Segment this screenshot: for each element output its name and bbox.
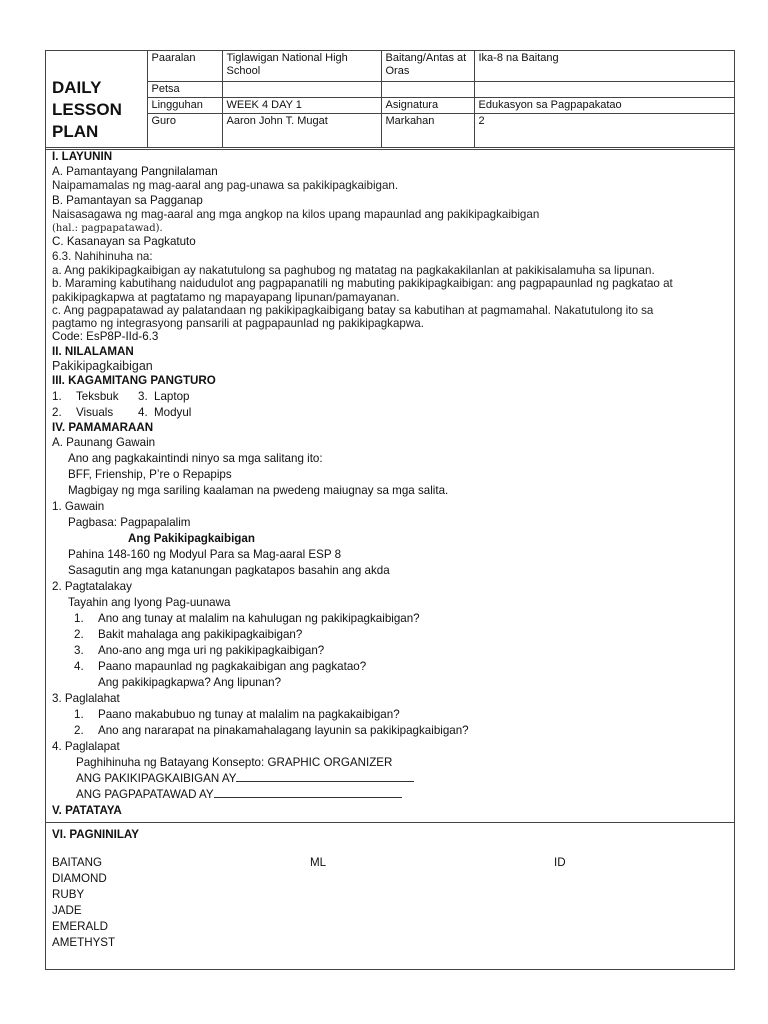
body-text: c. Ang pagpapatawad ay palatandaan ng pakikipagkaibigang batay sa kabutihan at pagmamahal. Nakatutulong ito sa <box>52 303 654 317</box>
body-text: 6.3. Nahihinuha na: <box>52 249 153 263</box>
materials-row <box>52 405 728 421</box>
section-name: EMERALD <box>52 920 109 933</box>
column-header: ID <box>554 856 566 869</box>
section-heading: I. LAYUNIN <box>52 150 113 163</box>
question-text: Ano ang nararapat na pinakamahalagang layunin sa pakikipagkaibigan? <box>98 724 469 738</box>
column-header: ML <box>310 856 327 869</box>
fill-in-blank[interactable] <box>214 787 402 798</box>
body-text: b. Maraming kabutihang naidudulot ang pagpapanatili ng mabuting pakikipagkaibigan: ang pagpapaunlad ng pagkatao at <box>52 277 673 291</box>
body-text: Magbigay ng mga sariling kaalaman na pwedeng maiugnay sa mga salita. <box>68 484 449 498</box>
body-text: a. Ang pakikipagkaibigan ay nakatutulong sa paghubog ng matatag na pagkakakilanlan at pakikisalamuha sa lipunan. <box>52 264 655 278</box>
section-name: RUBY <box>52 888 85 901</box>
list-number: 1. <box>74 708 84 722</box>
list-item <box>52 659 728 675</box>
reflection-header-row <box>52 855 728 871</box>
subsection-heading: B. Pamantayan sa Pagganap <box>52 193 203 207</box>
list-number: 1. <box>52 389 62 403</box>
body-text: Paghihinuha ng Batayang Konsepto: GRAPHIC ORGANIZER <box>76 756 393 770</box>
subsection-heading: 4. Paglalapat <box>52 740 120 754</box>
reflection-section <box>52 827 728 951</box>
question-text: Bakit mahalaga ang pakikipagkaibigan? <box>98 628 303 642</box>
title-line: PLAN <box>52 122 99 141</box>
header-label: Petsa <box>147 81 222 97</box>
list-number: 4. <box>138 405 148 419</box>
header-value: Ika-8 na Baitang <box>474 51 734 81</box>
title-line: DAILY <box>52 78 102 97</box>
list-item <box>52 611 728 627</box>
list-item <box>52 723 728 739</box>
subsection-heading: A. Pamantayang Pangnilalaman <box>52 164 218 178</box>
body-text: BFF, Frienship, P’re o Repapips <box>68 468 232 482</box>
reflection-divider <box>46 822 734 823</box>
material-item: Visuals <box>76 405 114 419</box>
subsection-heading: A. Paunang Gawain <box>52 436 156 450</box>
header-label <box>381 81 474 97</box>
section-heading: III. KAGAMITANG PANGTURO <box>52 373 216 387</box>
section-name: JADE <box>52 904 82 917</box>
question-text: Paano mapaunlad ng pagkakaibigan ang pagkatao? <box>98 660 367 674</box>
section-heading: V. PATATAYA <box>52 804 122 818</box>
list-item <box>52 627 728 643</box>
body-text: pakikipagkapwa at pagtatamo ng mapayapang lipunan/pamayanan. <box>52 290 400 304</box>
header-label: Baitang/Antas at Oras <box>381 51 474 81</box>
list-number: 2. <box>52 405 62 419</box>
reading-title: Ang Pakikipagkaibigan <box>128 532 255 546</box>
header-value: WEEK 4 DAY 1 <box>222 97 381 113</box>
section-name: DIAMOND <box>52 872 107 885</box>
body-text: Naisasagawa ng mag-aaral ang mga angkop na kilos upang mapaunlad ang pakikipagkaibigan <box>52 208 540 222</box>
question-text: Paano makabubuo ng tunay at malalim na pagkakaibigan? <box>98 708 400 722</box>
list-number: 4. <box>74 660 84 674</box>
header-value: Aaron John T. Mugat <box>222 113 381 147</box>
spacer <box>52 843 728 855</box>
body-note: (hal.: pagpapatawad). <box>52 222 163 234</box>
body-text: Naipamamalas ng mag-aaral ang pag-unawa sa pakikipagkaibigan. <box>52 179 399 193</box>
subsection-heading: C. Kasanayan sa Pagkatuto <box>52 234 196 248</box>
body-text: Tayahin ang Iyong Pag-uunawa <box>68 596 231 610</box>
list-number: 2. <box>74 628 84 642</box>
list-item <box>52 707 728 723</box>
materials-row <box>52 389 728 405</box>
section-heading: IV. PAMAMARAAN <box>52 420 154 434</box>
list-number: 3. <box>138 389 148 403</box>
header-label: Lingguhan <box>147 97 222 113</box>
header-label: Asignatura <box>381 97 474 113</box>
header-value <box>222 81 381 97</box>
subsection-heading: 2. Pagtatalakay <box>52 580 132 594</box>
material-item: Teksbuk <box>76 389 119 403</box>
section-heading: II. NILALAMAN <box>52 344 134 358</box>
list-item <box>52 643 728 659</box>
fill-in-line <box>52 771 728 787</box>
question-text: Ang pakikipagkapwa? Ang lipunan? <box>98 676 282 690</box>
topic-text: Pakikipagkaibigan <box>52 359 153 374</box>
header-label: Paaralan <box>147 51 222 81</box>
material-item: Modyul <box>154 405 192 419</box>
column-header: BAITANG <box>52 856 103 869</box>
subsection-heading: 3. Paglalahat <box>52 692 120 706</box>
fill-in-label: ANG PAGPAPATAWAD AY <box>76 788 214 802</box>
title-line: LESSON <box>52 100 122 119</box>
header-value: Edukasyon sa Pagpapakatao <box>474 97 734 113</box>
competency-code: Code: EsP8P-IId-6.3 <box>52 330 159 344</box>
body-text: Pagbasa: Pagpapalalim <box>68 516 191 530</box>
header-value: 2 <box>474 113 734 147</box>
list-number: 2. <box>74 724 84 738</box>
list-number: 3. <box>74 644 84 658</box>
lesson-body <box>52 150 728 819</box>
material-item: Laptop <box>154 389 190 403</box>
list-number: 1. <box>74 612 84 626</box>
body-text: Ano ang pagkakaintindi ninyo sa mga salitang ito: <box>68 452 323 466</box>
header-label: Markahan <box>381 113 474 147</box>
header-table <box>46 51 734 148</box>
header-value: Tiglawigan National High School <box>222 51 381 81</box>
subsection-heading: 1. Gawain <box>52 500 105 514</box>
body-text: Sasagutin ang mga katanungan pagkatapos basahin ang akda <box>68 564 390 578</box>
header-label: Guro <box>147 113 222 147</box>
header-value <box>474 81 734 97</box>
fill-in-blank[interactable] <box>236 771 414 782</box>
body-text: Pahina 148-160 ng Modyul Para sa Mag-aaral ESP 8 <box>68 548 342 562</box>
section-name: AMETHYST <box>52 936 116 949</box>
section-heading: VI. PAGNINILAY <box>52 828 139 841</box>
lesson-plan-sheet <box>45 50 735 970</box>
question-text: Ano ang tunay at malalim na kahulugan ng pakikipagkaibigan? <box>98 612 420 626</box>
page-title <box>46 51 147 147</box>
fill-in-label: ANG PAKIKIPAGKAIBIGAN AY <box>76 772 237 786</box>
fill-in-line <box>52 787 728 803</box>
question-text: Ano-ano ang mga uri ng pakikipagkaibigan? <box>98 644 325 658</box>
body-text: pagtamo ng integrasyong pansarili at pagpapaunlad ng pakikipagkapwa. <box>52 316 424 330</box>
